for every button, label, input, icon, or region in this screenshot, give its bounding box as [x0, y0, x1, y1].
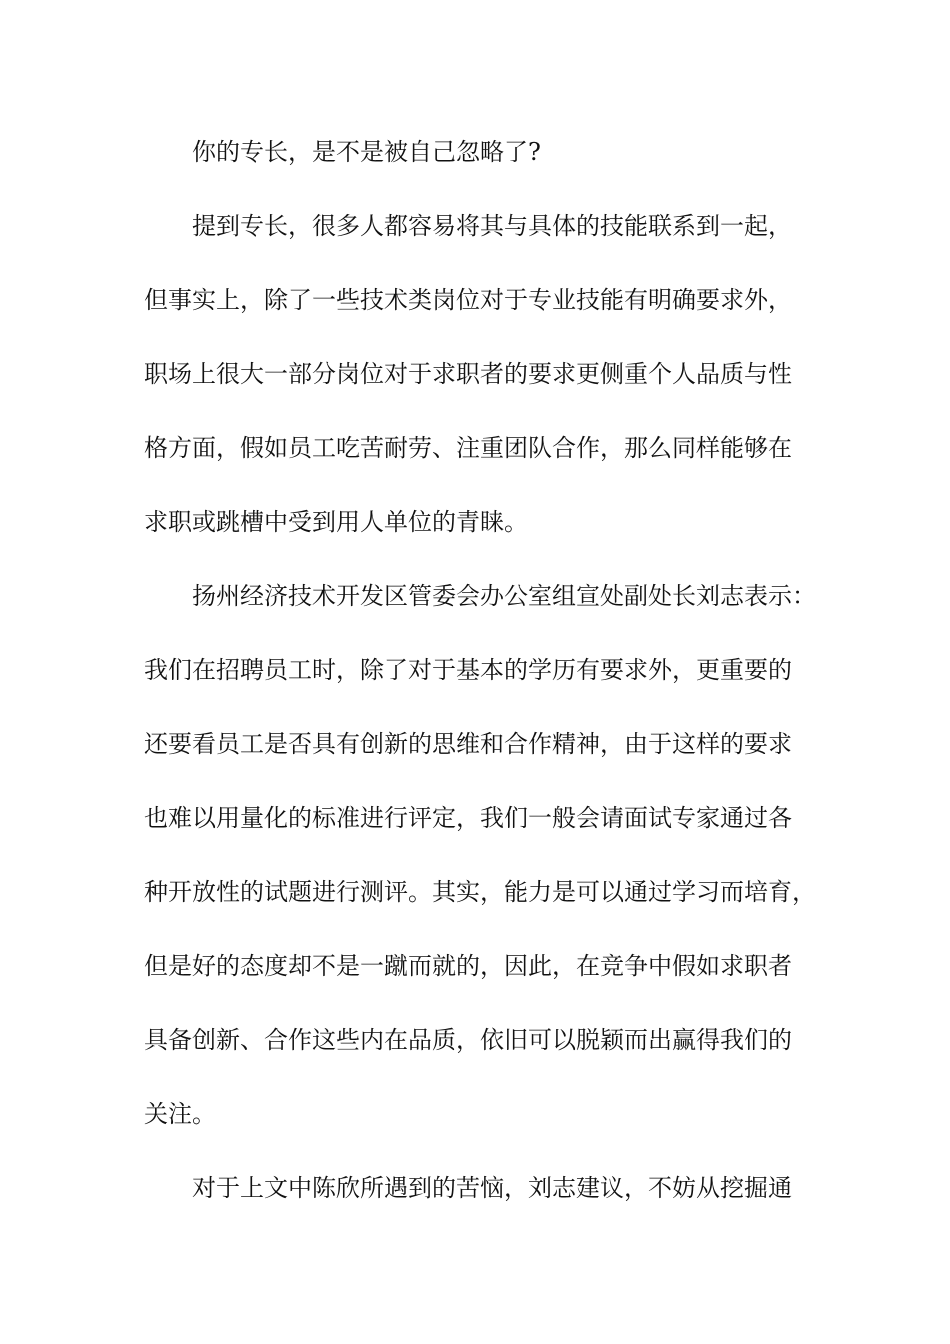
paragraph-2-line-6: 但是好的态度却不是一蹴而就的，因此，在竞争中假如求职者: [144, 952, 792, 980]
paragraph-2-line-8: 关注。: [144, 1100, 216, 1128]
paragraph-2-line-7: 具备创新、合作这些内在品质，依旧可以脱颖而出赢得我们的: [144, 1026, 792, 1054]
paragraph-3-line-1: 对于上文中陈欣所遇到的苦恼，刘志建议，不妨从挖掘通: [192, 1174, 792, 1202]
paragraph-1-line-5: 求职或跳槽中受到用人单位的青睐。: [144, 508, 528, 536]
paragraph-2-line-3: 还要看员工是否具有创新的思维和合作精神，由于这样的要求: [144, 730, 792, 758]
heading-question: 你的专长，是不是被自己忽略了?: [192, 138, 541, 166]
paragraph-2-line-5: 种开放性的试题进行测评。其实，能力是可以通过学习而培育，: [144, 878, 816, 906]
paragraph-1-line-4: 格方面，假如员工吃苦耐劳、注重团队合作，那么同样能够在: [144, 434, 792, 462]
paragraph-2-line-4: 也难以用量化的标准进行评定，我们一般会请面试专家通过各: [144, 804, 792, 832]
paragraph-1-line-3: 职场上很大一部分岗位对于求职者的要求更侧重个人品质与性: [144, 360, 792, 388]
paragraph-1-line-2: 但事实上，除了一些技术类岗位对于专业技能有明确要求外，: [144, 286, 792, 314]
paragraph-1-line-1: 提到专长，很多人都容易将其与具体的技能联系到一起，: [192, 212, 792, 240]
paragraph-2-line-2: 我们在招聘员工时，除了对于基本的学历有要求外，更重要的: [144, 656, 792, 684]
paragraph-2-line-1: 扬州经济技术开发区管委会办公室组宣处副处长刘志表示：: [192, 582, 816, 610]
